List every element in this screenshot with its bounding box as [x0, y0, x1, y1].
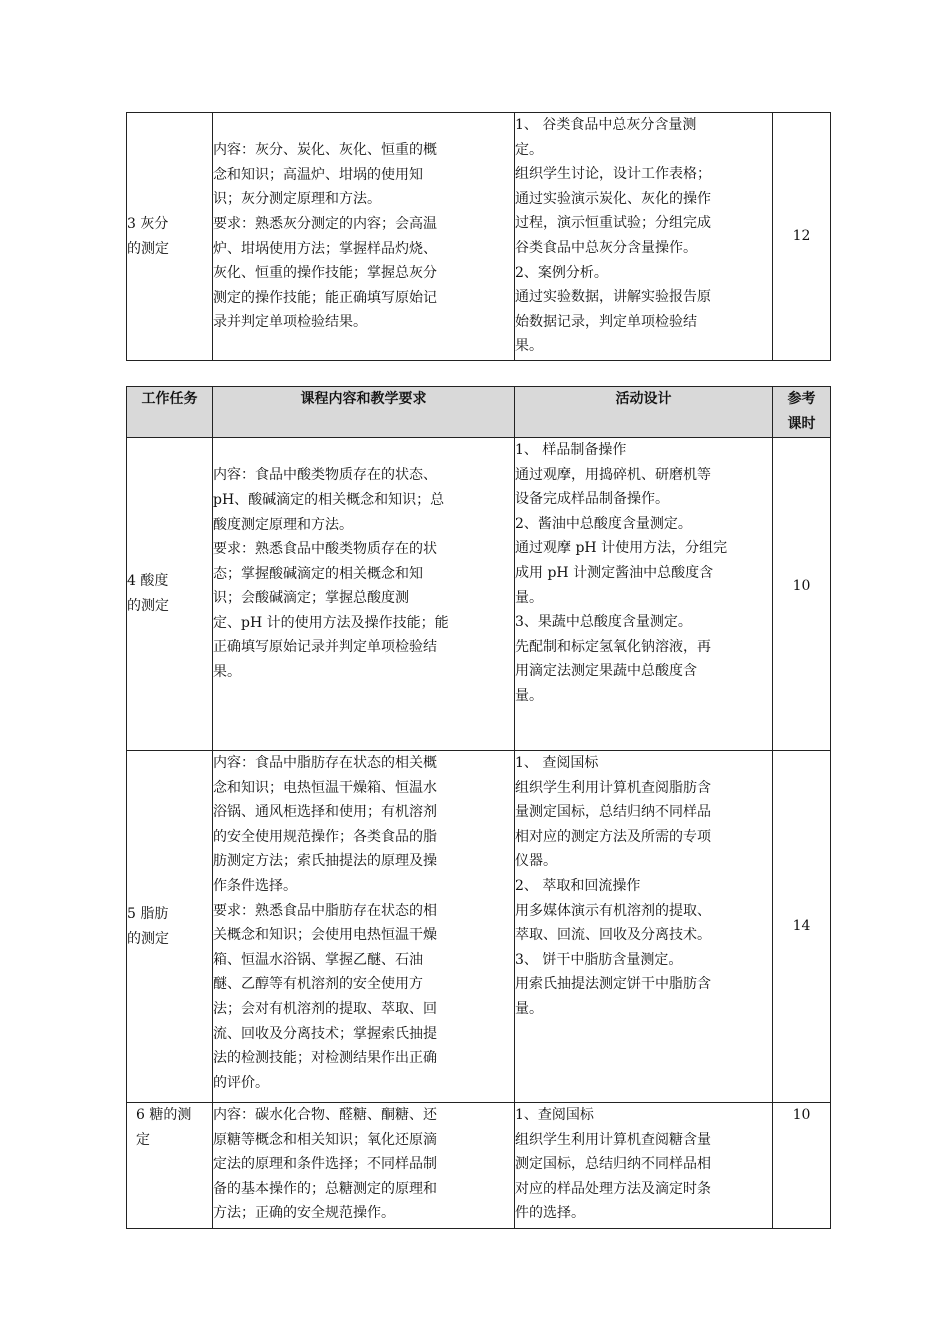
hours-cell: 14 — [773, 751, 831, 1103]
content-line: 态；掌握酸碱滴定的相关概念和知 — [213, 565, 423, 582]
content-line: 定法的原理和条件选择；不同样品制 — [213, 1156, 437, 1173]
activity-line: 用索氏抽提法测定饼干中脂肪含 — [515, 976, 711, 993]
header-task: 工作任务 — [127, 387, 213, 438]
activity-cell — [515, 1103, 773, 1229]
content-line: 法；会对有机溶剂的提取、萃取、回 — [213, 1000, 437, 1017]
content-line: 念和知识；高温炉、坩埚的使用知 — [213, 166, 423, 183]
content-line: 酸度测定原理和方法。 — [213, 516, 353, 533]
task-cell — [127, 1103, 213, 1229]
activity-line: 件的选择。 — [515, 1205, 585, 1222]
activity-line: 组织学生利用计算机查阅脂肪含 — [515, 779, 711, 796]
activity-line: 3、 饼干中脂肪含量测定。 — [515, 951, 683, 968]
activity-line: 萃取、回流、回收及分离技术。 — [515, 927, 711, 944]
task-line: 的测定 — [127, 598, 169, 614]
content-line: 箱、恒温水浴锅、掌握乙醚、石油 — [213, 951, 423, 968]
activity-line: 果。 — [515, 338, 543, 355]
activity-line: 2、案例分析。 — [515, 264, 608, 281]
task-line: 定 — [136, 1131, 150, 1148]
activity-line: 设备完成样品制备操作。 — [515, 491, 669, 508]
table-row-ash — [127, 113, 831, 361]
content-line: 肪测定方法；索氏抽提法的原理及操 — [213, 853, 437, 870]
activity-line: 3、果蔬中总酸度含量测定。 — [515, 614, 692, 631]
content-line: 浴锅、通风柜选择和使用；有机溶剂 — [213, 804, 437, 821]
table-header-row — [127, 387, 831, 438]
activity-line: 谷类食品中总灰分含量操作。 — [515, 239, 697, 256]
task-line: 3 灰分 — [127, 215, 169, 232]
activity-line: 用多媒体演示有机溶剂的提取、 — [515, 902, 711, 919]
activity-cell — [515, 113, 773, 361]
activity-line: 通过观摩，用捣碎机、研磨机等 — [515, 466, 711, 483]
activity-line: 组织学生利用计算机查阅糖含量 — [515, 1131, 711, 1148]
content-line: 果。 — [213, 664, 241, 681]
task-line: 5 脂肪 — [127, 905, 169, 922]
content-line: 定、pH 计的使用方法及操作技能；能 — [213, 614, 449, 631]
content-line: 方法；正确的安全规范操作。 — [213, 1205, 395, 1222]
header-hours-line1: 参考 — [787, 391, 816, 407]
course-table-part2 — [126, 386, 831, 1229]
content-cell — [213, 113, 515, 361]
content-line: 灰化、恒重的操作技能；掌握总灰分 — [213, 265, 437, 282]
content-line: 醚、乙醇等有机溶剂的安全使用方 — [213, 976, 423, 993]
content-line: 念和知识；电热恒温干燥箱、恒温水 — [213, 779, 437, 796]
course-table-part1 — [126, 112, 831, 361]
activity-line: 仪器。 — [515, 853, 557, 870]
task-line: 4 酸度 — [127, 573, 169, 590]
task-line: 6 糖的测 — [136, 1107, 192, 1123]
task-cell — [127, 438, 213, 751]
activity-line: 2、酱油中总酸度含量测定。 — [515, 515, 692, 532]
content-line: pH、酸碱滴定的相关概念和知识；总 — [213, 491, 445, 508]
content-line: 要求：熟悉灰分测定的内容；会高温 — [213, 215, 437, 232]
header-hours-line2: 课时 — [787, 415, 816, 432]
activity-line: 量测定国标，总结归纳不同样品 — [515, 804, 711, 821]
task-line: 的测定 — [127, 240, 169, 257]
activity-line: 通过实验数据，讲解实验报告原 — [515, 289, 711, 306]
content-line: 内容：碳水化合物、醛糖、酮糖、还 — [213, 1107, 437, 1123]
content-line: 法的检测技能；对检测结果作出正确 — [213, 1050, 437, 1067]
activity-line: 2、 萃取和回流操作 — [515, 877, 641, 894]
activity-line: 量。 — [515, 687, 543, 704]
content-line: 要求：熟悉食品中酸类物质存在的状 — [213, 541, 437, 558]
content-line: 正确填写原始记录并判定单项检验结 — [213, 639, 437, 656]
activity-line: 成用 pH 计测定酱油中总酸度含 — [515, 564, 714, 581]
task-line: 的测定 — [127, 930, 169, 947]
content-line: 作条件选择。 — [213, 877, 297, 894]
activity-cell — [515, 751, 773, 1103]
content-cell — [213, 751, 515, 1103]
activity-line: 始数据记录，判定单项检验结 — [515, 313, 697, 330]
content-line: 内容：食品中酸类物质存在的状态、 — [213, 467, 437, 484]
header-hours — [773, 387, 831, 438]
content-line: 流、回收及分离技术；掌握索氏抽提 — [213, 1025, 437, 1042]
table-row-fat — [127, 751, 831, 1103]
activity-cell — [515, 438, 773, 751]
content-line: 识；会酸碱滴定；掌握总酸度测 — [213, 590, 409, 607]
content-line: 要求：熟悉食品中脂肪存在状态的相 — [213, 902, 437, 919]
activity-line: 对应的样品处理方法及滴定时条 — [515, 1180, 711, 1197]
task-cell — [127, 113, 213, 361]
content-line: 的评价。 — [213, 1074, 269, 1091]
activity-line: 先配制和标定氢氧化钠溶液，再 — [515, 638, 711, 655]
activity-line: 1、 谷类食品中总灰分含量测 — [515, 117, 697, 133]
content-line: 识；灰分测定原理和方法。 — [213, 191, 381, 208]
activity-line: 通过观摩 pH 计使用方法，分组完 — [515, 540, 728, 557]
table-row-sugar — [127, 1103, 831, 1229]
activity-line: 组织学生讨论，设计工作表格； — [515, 166, 711, 183]
activity-line: 相对应的测定方法及所需的专项 — [515, 828, 711, 845]
hours-cell: 12 — [773, 113, 831, 361]
task-cell — [127, 751, 213, 1103]
content-line: 备的基本操作的；总糖测定的原理和 — [213, 1180, 437, 1197]
header-activity: 活动设计 — [515, 387, 773, 438]
content-line: 内容：灰分、炭化、灰化、恒重的概 — [213, 142, 437, 159]
activity-line: 过程，演示恒重试验；分组完成 — [515, 215, 711, 232]
activity-line: 1、查阅国标 — [515, 1107, 594, 1123]
content-line: 关概念和知识；会使用电热恒温干燥 — [213, 927, 437, 944]
activity-line: 定。 — [515, 141, 543, 158]
activity-line: 通过实验演示炭化、灰化的操作 — [515, 190, 711, 207]
content-line: 内容：食品中脂肪存在状态的相关概 — [213, 755, 437, 771]
header-content: 课程内容和教学要求 — [213, 387, 515, 438]
content-cell — [213, 438, 515, 751]
content-line: 录并判定单项检验结果。 — [213, 314, 367, 331]
content-cell — [213, 1103, 515, 1229]
content-line: 的安全使用规范操作；各类食品的脂 — [213, 828, 437, 845]
content-line: 原糖等概念和相关知识；氧化还原滴 — [213, 1131, 437, 1148]
hours-cell: 10 — [773, 1103, 831, 1229]
activity-line: 量。 — [515, 589, 543, 606]
table-row-acidity — [127, 438, 831, 751]
content-line: 测定的操作技能；能正确填写原始记 — [213, 289, 437, 306]
hours-cell: 10 — [773, 438, 831, 751]
activity-line: 1、 样品制备操作 — [515, 442, 627, 458]
content-line: 炉、坩埚使用方法；掌握样品灼烧、 — [213, 240, 437, 257]
activity-line: 用滴定法测定果蔬中总酸度含 — [515, 663, 697, 680]
activity-line: 1、 查阅国标 — [515, 755, 599, 771]
activity-line: 量。 — [515, 1000, 543, 1017]
activity-line: 测定国标，总结归纳不同样品相 — [515, 1156, 711, 1173]
